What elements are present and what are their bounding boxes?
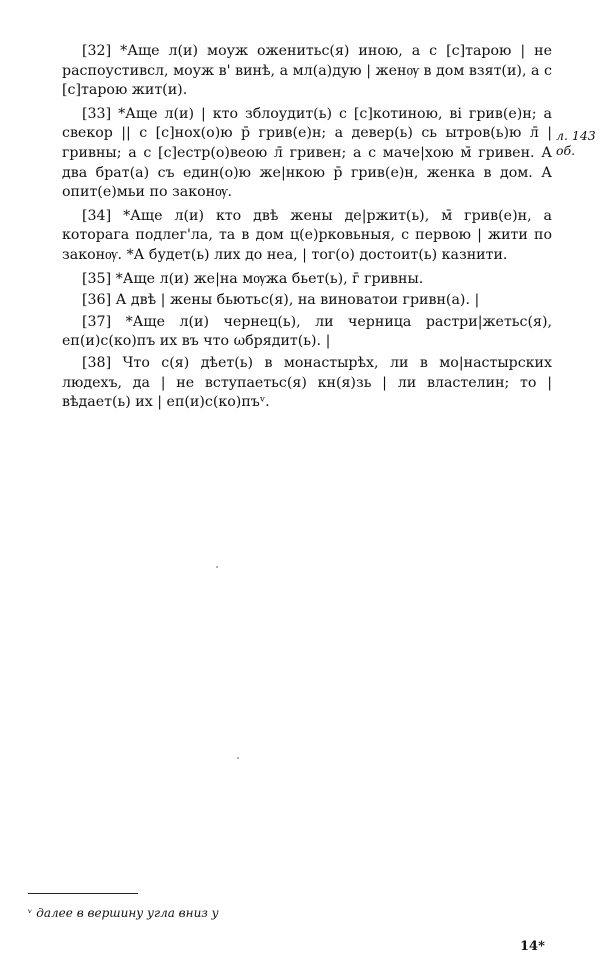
print-speck (237, 757, 239, 759)
paragraph-36: [36] А двѣ | жены бьютьс(я), на виноватои гривн(а). | (82, 292, 480, 309)
footnote: ᵛ далее в вершину угла вниз у (28, 906, 219, 920)
page-number: 14* (520, 939, 545, 954)
print-speck (216, 566, 218, 568)
paragraph-38: [38] Что с(я) дѣет(ь) в монастырѣх, ли в мо|настырских людехъ, да | не вступаетьс(я) кн(я)зь | ли властелин; то | вѣдает(ь) их | еп(и)с(ко)пъᵛ. (62, 354, 552, 411)
paragraph-35: [35] *Аще л(и) же|на мѹжа бьет(ь), г̄ гривны. (82, 270, 424, 287)
paragraph-33: [33] *Аще л(и) | кто зблоудит(ь) с [с]котиною, ві грив(е)н; а свекор || с [с]нох(о)ю р̄ грив(е)н; а девер(ь) сь ытров(ь)ю л̄ | гривны; а с [с]естр(о)веою л̄ гривен; а с маче|хою м̄ гривен. А два брат(а) съ един(о)ю же|нкою р̄ грив(е)н, женка в дом. А опит(е)мьи по законѹ. (62, 105, 552, 201)
paragraph-37: [37] *Аще л(и) чернец(ь), ли черница растри|жетьс(я), еп(и)с(ко)пъ их въ что ωбрядит(ь). | (62, 313, 552, 350)
paragraph-32: [32] *Аще л(и) моуж оженитьс(я) иною, а с [с]тарою | не распоустивсл, моуж в' винѣ, а мл(а)дую | женѹ в дом взят(и), а с [с]тарою жит(и). (62, 43, 552, 99)
margin-note-line-1: л. 143 (556, 128, 596, 143)
main-text (62, 42, 552, 417)
margin-folio-note (556, 128, 596, 158)
paragraph-34: [34] *Аще л(и) кто двѣ жены де|ржит(ь), м̄ грив(е)н, а которага подлег'ла, та в дом ц(е)рковьныя, с первою | жити по законѹ. *А будет(ь) лих до неа, | тог(о) достоит(ь) казнити. (62, 207, 552, 263)
footnote-rule (28, 893, 138, 894)
margin-note-line-2: об. (556, 143, 576, 158)
